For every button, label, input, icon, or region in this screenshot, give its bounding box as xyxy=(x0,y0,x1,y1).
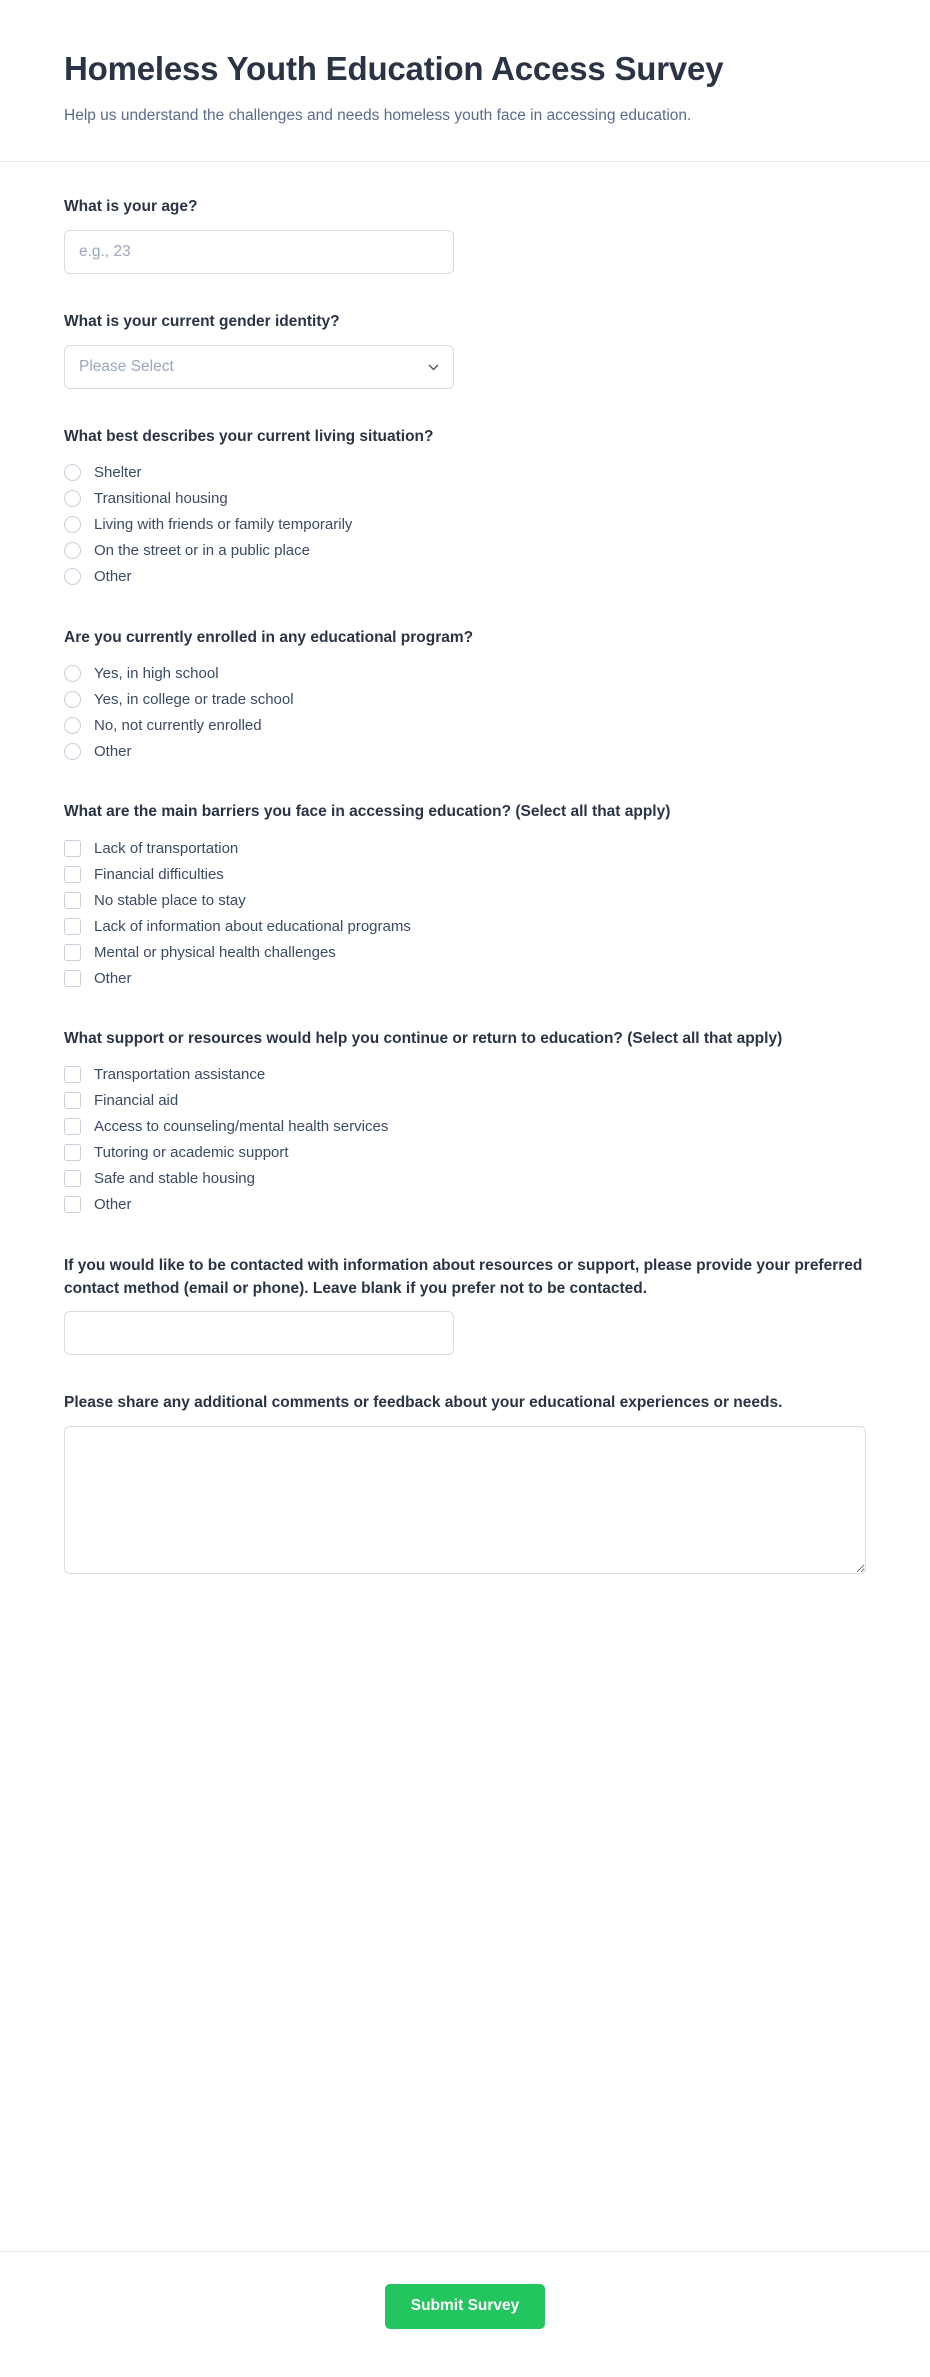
radio-option[interactable] xyxy=(64,738,866,764)
checkbox-square-icon[interactable] xyxy=(64,918,81,935)
checkbox-option-label: Safe and stable housing xyxy=(94,1170,255,1188)
checkbox-option[interactable] xyxy=(64,965,866,991)
radio-circle-icon[interactable] xyxy=(64,717,81,734)
survey-footer xyxy=(0,2251,930,2377)
checkbox-option[interactable] xyxy=(64,1088,866,1114)
radio-option[interactable] xyxy=(64,538,866,564)
page-title: Homeless Youth Education Access Survey xyxy=(64,50,724,87)
radio-group-living-situation xyxy=(64,460,866,590)
question-barriers xyxy=(64,801,866,991)
checkbox-option[interactable] xyxy=(64,1140,866,1166)
age-input[interactable] xyxy=(64,230,454,274)
checkbox-option-label: Lack of information about educational programs xyxy=(94,917,411,935)
checkbox-option-label: Access to counseling/mental health services xyxy=(94,1118,389,1136)
checkbox-option[interactable] xyxy=(64,835,866,861)
radio-circle-icon[interactable] xyxy=(64,743,81,760)
checkbox-group-support xyxy=(64,1062,866,1218)
checkbox-square-icon[interactable] xyxy=(64,1144,81,1161)
checkbox-option-label: Transportation assistance xyxy=(94,1066,266,1084)
radio-circle-icon[interactable] xyxy=(64,542,81,559)
radio-group-enrollment xyxy=(64,660,866,764)
survey-header xyxy=(0,0,930,162)
question-support xyxy=(64,1028,866,1218)
contact-method-input[interactable] xyxy=(64,1311,454,1355)
question-age xyxy=(64,196,866,274)
radio-circle-icon[interactable] xyxy=(64,665,81,682)
radio-option[interactable] xyxy=(64,660,866,686)
comments-textarea[interactable] xyxy=(64,1426,866,1574)
radio-circle-icon[interactable] xyxy=(64,464,81,481)
checkbox-option[interactable] xyxy=(64,939,866,965)
radio-option[interactable] xyxy=(64,712,866,738)
question-label-enrollment: Are you currently enrolled in any educational program? xyxy=(64,628,474,646)
radio-option-label: No, not currently enrolled xyxy=(94,716,262,734)
checkbox-option[interactable] xyxy=(64,1192,866,1218)
radio-option-label: Living with friends or family temporarily xyxy=(94,516,353,533)
checkbox-option-label: Other xyxy=(94,1196,132,1214)
checkbox-square-icon[interactable] xyxy=(64,970,81,987)
question-label-gender-identity: What is your current gender identity? xyxy=(64,312,340,330)
checkbox-option-label: Other xyxy=(94,969,132,987)
checkbox-square-icon[interactable] xyxy=(64,1170,81,1187)
question-contact-method xyxy=(64,1255,866,1356)
gender-select[interactable] xyxy=(64,345,454,389)
checkbox-square-icon[interactable] xyxy=(64,866,81,883)
question-label-contact-method: If you would like to be contacted with information about resources or support, please provide your preferred contact method (email or phone). Leave blank if you prefer not to be contacted. xyxy=(64,1256,863,1297)
radio-option-label: Shelter xyxy=(94,464,142,481)
checkbox-square-icon[interactable] xyxy=(64,944,81,961)
question-label-support: What support or resources would help you continue or return to education? (Select all that apply) xyxy=(64,1030,783,1048)
checkbox-square-icon[interactable] xyxy=(64,840,81,857)
radio-option[interactable] xyxy=(64,486,866,512)
radio-circle-icon[interactable] xyxy=(64,516,81,533)
survey-form xyxy=(0,162,930,2251)
checkbox-option[interactable] xyxy=(64,887,866,913)
checkbox-option-label: Mental or physical health challenges xyxy=(94,943,336,961)
question-living-situation xyxy=(64,426,866,590)
radio-option[interactable] xyxy=(64,512,866,538)
checkbox-group-barriers xyxy=(64,835,866,991)
checkbox-option-label: Financial difficulties xyxy=(94,865,224,883)
checkbox-option-label: Financial aid xyxy=(94,1092,179,1110)
radio-option-label: Yes, in college or trade school xyxy=(94,690,294,708)
radio-option-label: Transitional housing xyxy=(94,490,228,507)
checkbox-option[interactable] xyxy=(64,861,866,887)
question-enrollment xyxy=(64,627,866,765)
checkbox-option[interactable] xyxy=(64,1114,866,1140)
checkbox-square-icon[interactable] xyxy=(64,1118,81,1135)
radio-circle-icon[interactable] xyxy=(64,691,81,708)
radio-option[interactable] xyxy=(64,564,866,590)
radio-option-label: Other xyxy=(94,568,132,585)
checkbox-option-label: No stable place to stay xyxy=(94,891,246,909)
radio-option[interactable] xyxy=(64,686,866,712)
checkbox-option[interactable] xyxy=(64,1062,866,1088)
checkbox-option[interactable] xyxy=(64,913,866,939)
gender-select-value: Please Select xyxy=(79,357,174,375)
page-subtitle: Help us understand the challenges and needs homeless youth face in accessing education. xyxy=(64,106,692,124)
question-label-comments: Please share any additional comments or feedback about your educational experiences or needs. xyxy=(64,1394,783,1412)
radio-circle-icon[interactable] xyxy=(64,490,81,507)
radio-option[interactable] xyxy=(64,460,866,486)
gender-select-wrapper xyxy=(64,345,454,389)
radio-option-label: Other xyxy=(94,742,132,760)
question-gender-identity xyxy=(64,311,866,389)
radio-option-label: On the street or in a public place xyxy=(94,542,310,559)
question-label-living-situation: What best describes your current living situation? xyxy=(64,427,434,445)
radio-circle-icon[interactable] xyxy=(64,568,81,585)
checkbox-square-icon[interactable] xyxy=(64,1196,81,1213)
checkbox-option-label: Lack of transportation xyxy=(94,839,239,857)
checkbox-square-icon[interactable] xyxy=(64,1066,81,1083)
checkbox-option[interactable] xyxy=(64,1166,866,1192)
question-comments xyxy=(64,1392,866,1574)
checkbox-square-icon[interactable] xyxy=(64,1092,81,1109)
checkbox-option-label: Tutoring or academic support xyxy=(94,1144,289,1162)
checkbox-square-icon[interactable] xyxy=(64,892,81,909)
radio-option-label: Yes, in high school xyxy=(94,664,219,682)
question-label-age: What is your age? xyxy=(64,198,198,216)
question-label-barriers: What are the main barriers you face in accessing education? (Select all that apply) xyxy=(64,803,671,821)
submit-survey-button[interactable]: Submit Survey xyxy=(385,2284,546,2329)
